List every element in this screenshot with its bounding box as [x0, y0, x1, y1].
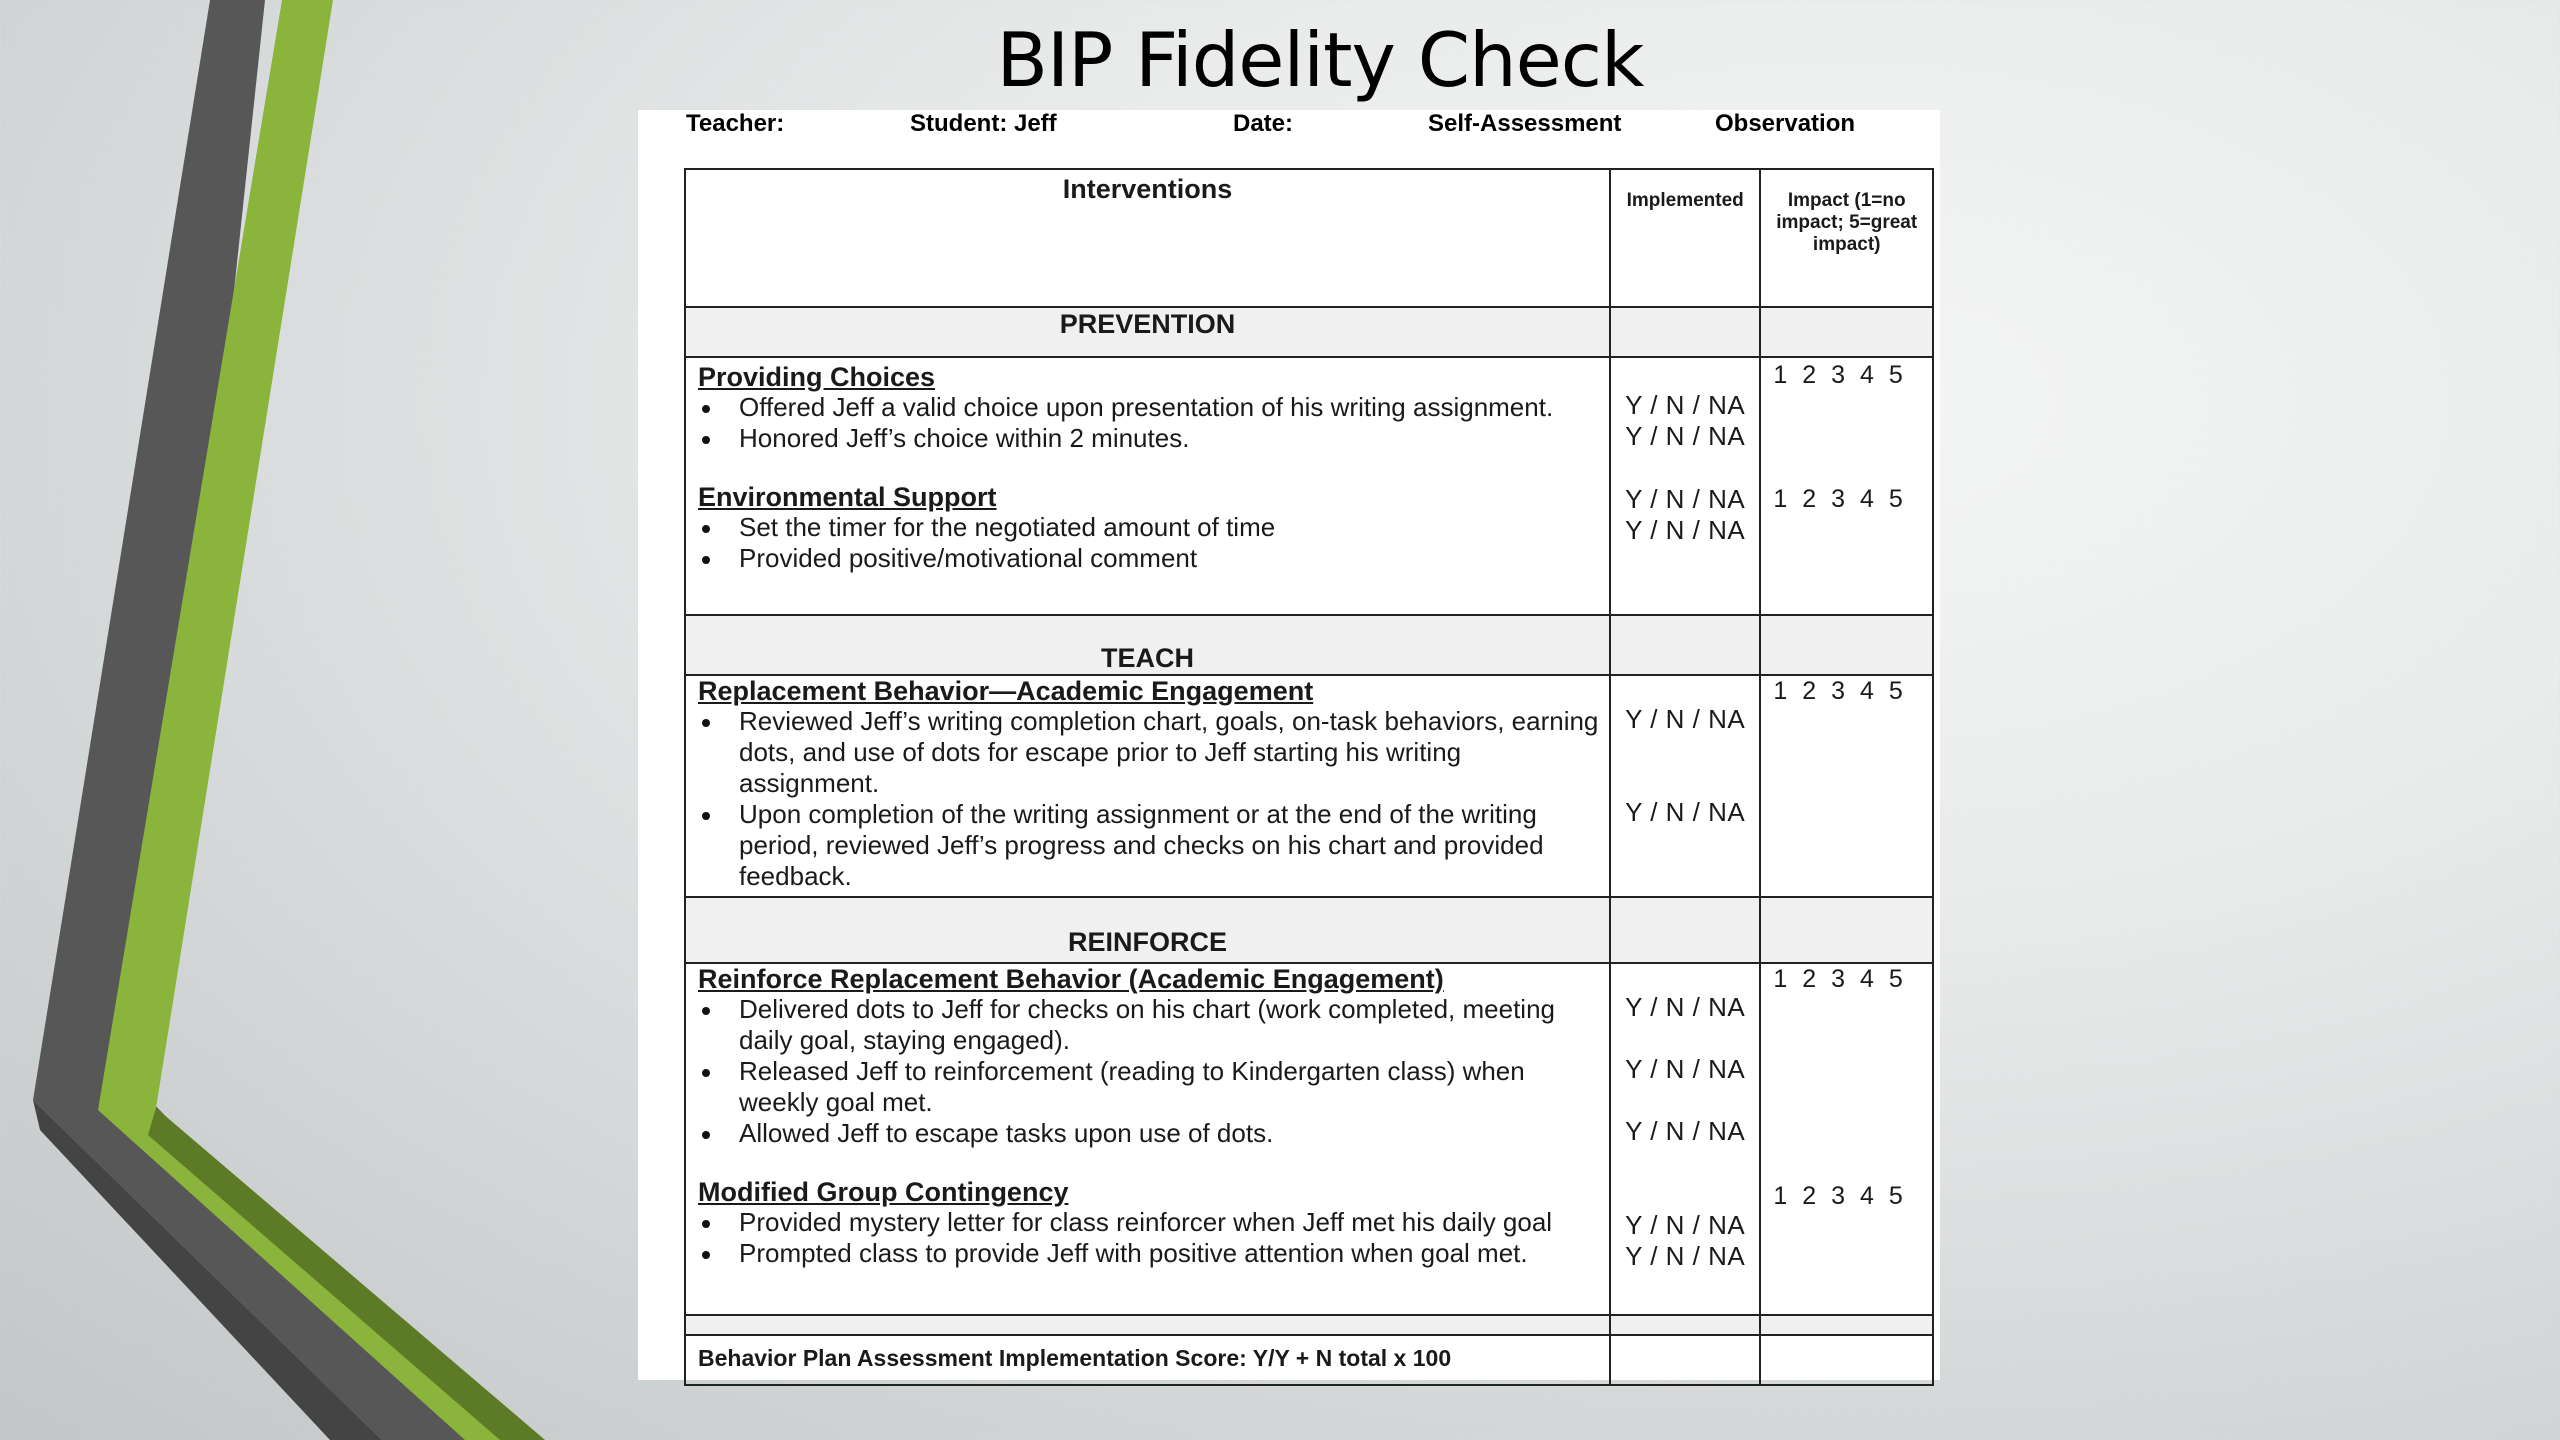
- interventions-cell: [685, 357, 1610, 615]
- interventions-cell: [685, 963, 1610, 1315]
- section-spacer: [685, 1315, 1610, 1335]
- yn-value: Y / N / NA: [1625, 1210, 1746, 1240]
- yn-value: Y / N / NA: [1625, 421, 1746, 451]
- implemented-cell: [1610, 963, 1760, 1315]
- list-item: Upon completion of the writing assignment or at the end of the writing period, reviewed Jeff’s progress and checks on his chart and provided feedback.: [686, 799, 1609, 892]
- score-impact-cell: [1760, 1335, 1933, 1385]
- list-item: Reviewed Jeff’s writing completion chart, goals, on-task behaviors, earning dots, and use of dots for escape prior to Jeff starting his writing assignment.: [686, 706, 1609, 799]
- date-label: Date:: [1233, 110, 1294, 137]
- group-title-replacement-behavior: Replacement Behavior—Academic Engagement: [698, 676, 1314, 706]
- list-item: Offered Jeff a valid choice upon presentation of his writing assignment.: [686, 392, 1609, 423]
- score-row: [685, 1335, 1933, 1385]
- impact-cell: [1760, 675, 1933, 897]
- yn-value: Y / N / NA: [1625, 484, 1746, 514]
- yn-value: Y / N / NA: [1625, 992, 1746, 1022]
- impact-scale: 1 2 3 4 5: [1773, 361, 1903, 389]
- implemented-header: Implemented: [1610, 169, 1760, 307]
- list-item: Delivered dots to Jeff for checks on his chart (work completed, meeting daily goal, staying engaged).: [686, 994, 1609, 1056]
- impact-scale: 1 2 3 4 5: [1773, 485, 1903, 513]
- interventions-header: Interventions: [685, 169, 1610, 307]
- list-item: Provided positive/motivational comment: [686, 543, 1609, 574]
- student-label: Student: Jeff: [910, 110, 1057, 137]
- yn-value: Y / N / NA: [1625, 1116, 1746, 1146]
- yn-value: Y / N / NA: [1625, 704, 1746, 734]
- yn-value: Y / N / NA: [1625, 515, 1746, 545]
- section-spacer: [1760, 307, 1933, 357]
- section-label-reinforce: REINFORCE: [685, 897, 1610, 963]
- impact-scale: 1 2 3 4 5: [1773, 677, 1903, 705]
- section-spacer: [1610, 897, 1760, 963]
- self-assessment-label: Self-Assessment: [1428, 110, 1622, 137]
- interventions-cell: [685, 675, 1610, 897]
- fidelity-check-document: [638, 110, 1940, 1380]
- group-title-providing-choices: Providing Choices: [698, 362, 936, 392]
- section-spacer: [1760, 615, 1933, 675]
- impact-scale: 1 2 3 4 5: [1773, 965, 1903, 993]
- group-title-modified-group-contingency: Modified Group Contingency: [698, 1177, 1069, 1207]
- group-title-reinforce-replacement: Reinforce Replacement Behavior (Academic Engagement): [698, 964, 1444, 994]
- yn-value: Y / N / NA: [1625, 390, 1746, 420]
- section-spacer: [1610, 307, 1760, 357]
- score-label: Behavior Plan Assessment Implementation Score: Y/Y + N total x 100: [685, 1335, 1610, 1385]
- impact-header: Impact (1=no impact; 5=great impact): [1760, 169, 1933, 307]
- section-row-reinforce: [685, 897, 1933, 963]
- list-item: Allowed Jeff to escape tasks upon use of dots.: [686, 1118, 1609, 1149]
- list-item: Prompted class to provide Jeff with positive attention when goal met.: [686, 1238, 1609, 1269]
- slide-title: BIP Fidelity Check: [996, 16, 1644, 104]
- list-item: Provided mystery letter for class reinforcer when Jeff met his daily goal: [686, 1207, 1609, 1238]
- table-header-row: [685, 169, 1933, 307]
- section-body-teach: [685, 675, 1933, 897]
- impact-cell: [1760, 963, 1933, 1315]
- document-header: [638, 110, 1940, 158]
- section-label-prevention: PREVENTION: [685, 307, 1610, 357]
- implemented-cell: [1610, 675, 1760, 897]
- section-body-prevention: [685, 357, 1933, 615]
- section-label-teach: TEACH: [685, 615, 1610, 675]
- list-item: Honored Jeff’s choice within 2 minutes.: [686, 423, 1609, 454]
- fidelity-table: [684, 168, 1934, 1386]
- yn-value: Y / N / NA: [1625, 1241, 1746, 1271]
- implemented-cell: [1610, 357, 1760, 615]
- impact-scale: 1 2 3 4 5: [1773, 1182, 1903, 1210]
- group-title-environmental-support: Environmental Support: [698, 482, 997, 512]
- yn-value: Y / N / NA: [1625, 797, 1746, 827]
- observation-label: Observation: [1715, 110, 1856, 137]
- section-spacer: [1610, 615, 1760, 675]
- spacer-row: [685, 1315, 1933, 1335]
- section-spacer: [1760, 897, 1933, 963]
- section-spacer: [1760, 1315, 1933, 1335]
- section-spacer: [1610, 1315, 1760, 1335]
- section-body-reinforce: [685, 963, 1933, 1315]
- section-row-teach: [685, 615, 1933, 675]
- list-item: Set the timer for the negotiated amount of time: [686, 512, 1609, 543]
- impact-cell: [1760, 357, 1933, 615]
- list-item: Released Jeff to reinforcement (reading to Kindergarten class) when weekly goal met.: [686, 1056, 1609, 1118]
- score-implemented-cell: [1610, 1335, 1760, 1385]
- section-row-prevention: [685, 307, 1933, 357]
- yn-value: Y / N / NA: [1625, 1054, 1746, 1084]
- teacher-label: Teacher:: [686, 110, 785, 137]
